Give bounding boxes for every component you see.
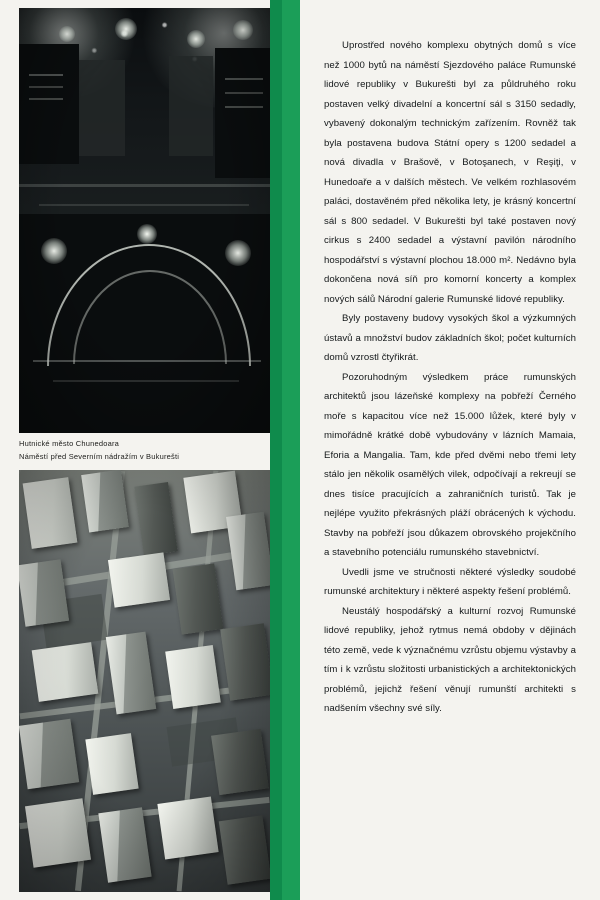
paragraph: Neustálý hospodářský a kulturní rozvoj Rumunské lidové republiky, jehož rytmus nemá obdoby v dějinách této země, vede k význačnému vzrůstu objemu výstavby a tím i k vzrůstu složitosti urbanistických a architektonických problémů, jejichž řešení věnují rumunští architekti s nadšením všechny své síly. [324, 605, 576, 714]
street-lamp [59, 26, 75, 42]
lit-window-row [225, 92, 263, 94]
apartment-block [19, 719, 79, 790]
lit-window-row [225, 106, 263, 108]
lit-window-row [29, 86, 63, 88]
street-lamp [41, 238, 67, 264]
building-silhouette [169, 56, 213, 156]
apartment-block [108, 552, 170, 607]
apartment-block [220, 623, 270, 700]
apartment-block [211, 729, 269, 795]
right-column [300, 0, 600, 900]
lit-window-row [29, 74, 63, 76]
street-lamp [233, 20, 253, 40]
horizon-light-line [19, 184, 270, 187]
paragraph: Uvedli jsme ve stručnosti některé výsledky soudobé rumunské architektury i některé aspekty řešení problémů. [324, 566, 576, 597]
apartment-block [32, 642, 99, 702]
street-lamp [115, 18, 137, 40]
paragraph: Uprostřed nového komplexu obytných domů s více než 1000 bytů na náměstí Sjezdového paláce Rumunské lidové republiky v Bukurešti byl za půldruhého roku postaven velký divadelní a koncertní sál s 3150 sedadly, vybavený dokonalým technickým zařízením. Rovněž tak byla postavena budova Státní opery s 1200 sedadel a nová divadla v Brašově, v Botoşanech, v Reşiţi, v Hunedoaře a v dalších městech. Ve velkém rozhlasovém paláci, dostavěném před několika lety, je krásný koncertní sál s 800 sedadel. V Bukurešti byl také postaven nový cirkus s 2400 sedadel a výstavní pavilón národního hospodářství s výstavní plochou 18.000 m². Nedávno byla dokončena nová síň pro komorní koncerty a komplex nových sálů Národní galerie Rumunské lidové republiky. [324, 40, 576, 305]
aerial-city-photo [19, 470, 270, 892]
plaza-edge-light [53, 380, 239, 382]
street-lamp [137, 224, 157, 244]
caption-bucharest-station: Náměstí před Severním nádražím v Bukurešti [19, 452, 180, 461]
building-silhouette [79, 60, 125, 156]
paragraph: Byly postaveny budovy vysokých škol a výzkumných ústavů a množství budov základních škol; počet kulturních domů vzrostl čtyřikrát. [324, 313, 576, 363]
left-column [0, 0, 282, 900]
apartment-block [23, 477, 78, 549]
caption-hunedoara: Hutnické město Chunedoara [19, 439, 120, 448]
green-divider-bar-inner [282, 0, 300, 900]
apartment-block [81, 470, 129, 533]
lit-window-row [225, 78, 263, 80]
apartment-block [19, 559, 69, 627]
night-city-photo [19, 8, 270, 433]
apartment-block [85, 733, 138, 795]
caption-block [19, 437, 270, 463]
paragraph: Pozoruhodným výsledkem práce rumunských architektů jsou lázeňské komplexy na pobřeží Černého moře s kapacitou více než 15.000 lůžek, které byly v mimořádně krátké době vybudovány v lázních Mamaia, Eforia a Mangalia. Tam, kde před dvěmi nebo třemi lety stálo jen několik osamělých vilek, odpočívají a rekreují se dnes tisíce pracujících a zahraničních turistů. Tak je nejlépe využito překrásných pláží obrácených k východu. Stavby na pobřeží jsou důkazem obrovského projekčního a stavebního potenciálu rumunského stavebnictví. [324, 371, 576, 558]
horizon-light-line [39, 204, 249, 206]
apartment-block [219, 815, 270, 885]
article-text [324, 36, 576, 719]
street-lamp [187, 30, 205, 48]
apartment-block [165, 645, 221, 709]
street-lamp [225, 240, 251, 266]
apartment-block [173, 563, 224, 634]
apartment-block [157, 797, 218, 860]
building-silhouette [215, 48, 270, 178]
plaza-edge-light [33, 360, 261, 362]
building-silhouette [19, 44, 79, 164]
apartment-block [25, 798, 91, 867]
lit-window-row [29, 98, 63, 100]
